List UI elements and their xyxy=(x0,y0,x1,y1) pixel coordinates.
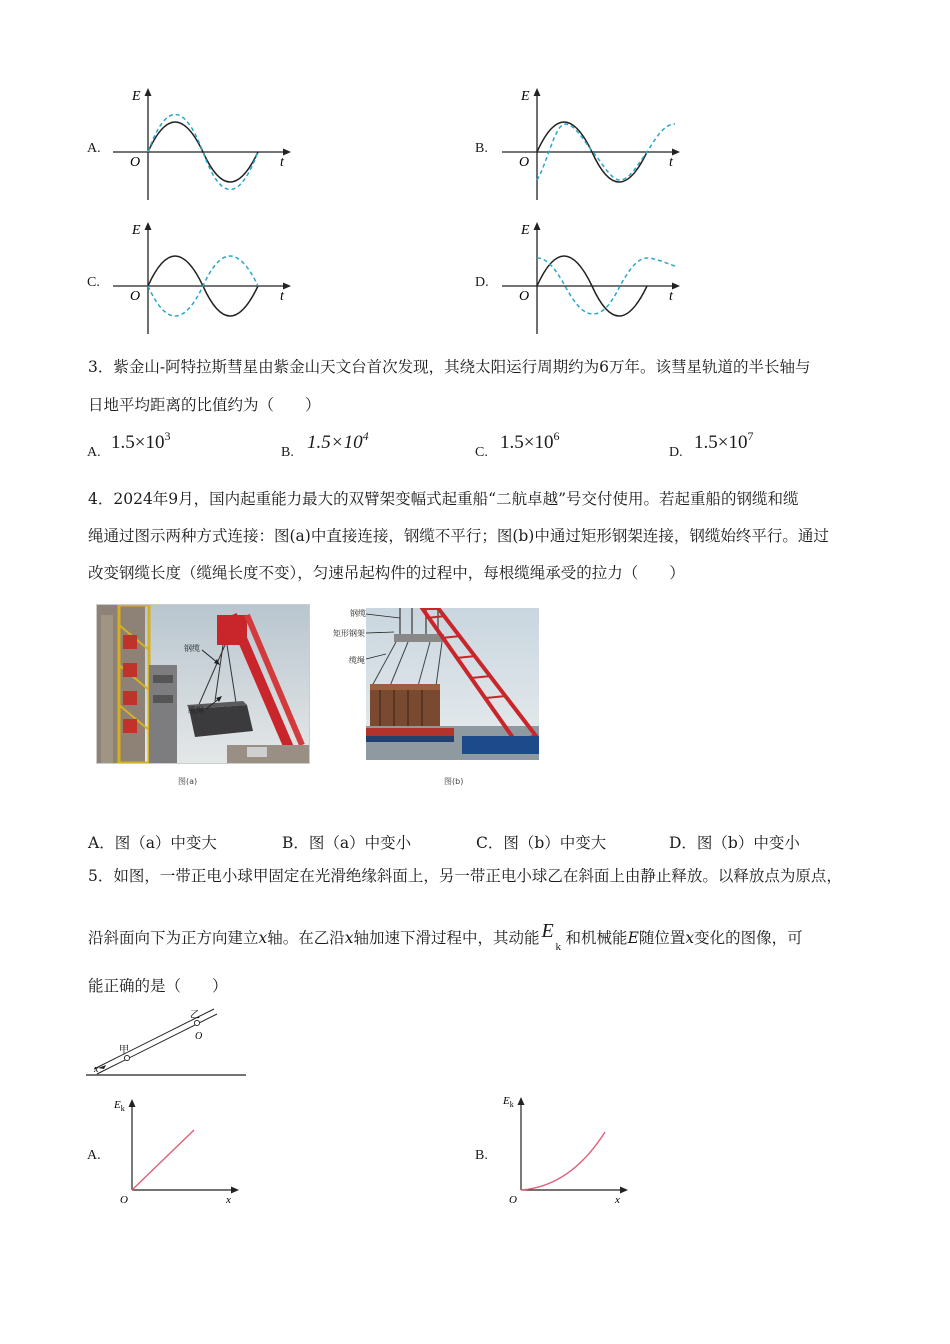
q2-option-d-label[interactable]: D. xyxy=(475,275,489,290)
q5-incline-diagram xyxy=(86,1006,251,1081)
q4-figure-b-label-pointers xyxy=(364,608,404,668)
q4-figure-b-rope-label: 缆绳 xyxy=(349,656,365,665)
ek-graph-a-x-label: x xyxy=(226,1194,231,1206)
q3-option-a-value[interactable]: $1.5\times 10^3$ xyxy=(111,429,171,453)
graph-c-e-label: E xyxy=(132,223,141,238)
q5-option-a-label[interactable]: A. xyxy=(87,1148,101,1163)
q4-stem-line3: 改变钢缆长度（缆绳长度不变），匀速吊起构件的过程中，每根缆绳承受的拉力（ ） xyxy=(88,564,685,582)
q4-figure-b-cable-label: 钢缆 xyxy=(350,609,366,618)
q3-stem-line1: 3．紫金山-阿特拉斯彗星由紫金山天文台首次发现，其绕太阳运行周期约为6万年。该彗星轨道的半长轴与 xyxy=(88,358,811,376)
q3-option-c-label[interactable]: C. xyxy=(475,445,488,460)
q4-stem-line1: 4．2024年9月，国内起重能力最大的双臂架变幅式起重船“二航卓越”号交付使用。若起重船的钢缆和缆 xyxy=(88,490,799,508)
graph-c-o-label: O xyxy=(130,289,141,304)
q4-option-c[interactable]: C．图（b）中变大 xyxy=(476,834,607,852)
q5-stem-line3: 能正确的是（ ） xyxy=(88,977,228,995)
q3-option-c-value[interactable]: $1.5\times 10^6$ xyxy=(500,429,560,453)
incline-origin-label: O xyxy=(195,1031,203,1042)
svg-text:Ek: $E_k$ xyxy=(114,1099,125,1113)
q3-option-d-label[interactable]: D. xyxy=(669,445,683,460)
incline-x-label: x xyxy=(94,1064,99,1075)
ek-symbol: E xyxy=(541,920,554,942)
graph-a-o-label: O xyxy=(130,155,141,170)
graph-b-t-label: t xyxy=(669,155,673,170)
q4-option-a[interactable]: A．图（a）中变大 xyxy=(88,834,217,852)
q4-figure-a-cable-label: 钢缆 xyxy=(184,644,200,653)
q4-figure-a-rope-arrow xyxy=(204,695,224,711)
graph-d-t-label: t xyxy=(669,289,673,304)
q4-figure-b-frame-label: 矩形钢架 xyxy=(333,629,365,638)
ek-graph-b-x-label: x xyxy=(615,1194,620,1206)
q2-option-b-label[interactable]: B. xyxy=(475,141,488,156)
q3-stem-line2: 日地平均距离的比值约为（ ） xyxy=(88,396,321,414)
graph-d-e-label: E xyxy=(521,223,530,238)
svg-text:Ek: $E_k$ xyxy=(503,1095,514,1109)
graph-b-o-label: O xyxy=(519,155,530,170)
q3-option-d-value[interactable]: $1.5\times 10^7$ xyxy=(694,429,754,453)
graph-a-t-label: t xyxy=(280,155,284,170)
ek-graph-b-y-label: E xyxy=(503,1095,510,1107)
q4-option-d[interactable]: D．图（b）中变小 xyxy=(669,834,800,852)
q4-figure-a-cable-arrow xyxy=(200,648,222,668)
ek-graph-b-curve xyxy=(521,1132,605,1190)
ek-graph-a-line xyxy=(132,1130,194,1190)
q4-figure-a-photo xyxy=(96,604,310,764)
q4-figure-b-caption: 图(b) xyxy=(444,777,464,786)
q4-option-b[interactable]: B．图（a）中变小 xyxy=(282,834,412,852)
q5-option-b-label[interactable]: B. xyxy=(475,1148,488,1163)
q5-ek-graph-a xyxy=(110,1092,245,1207)
q4-stem-line2: 绳通过图示两种方式连接：图(a)中直接连接，钢缆不平行；图(b)中通过矩形钢架连接，钢缆始终平行。通过 xyxy=(88,527,829,545)
ek-graph-a-origin: O xyxy=(120,1194,128,1206)
q5-ek-graph-b xyxy=(499,1088,634,1207)
graph-b-e-label: E xyxy=(521,89,530,104)
graph-d-o-label: O xyxy=(519,289,530,304)
q2-graph-b xyxy=(497,84,687,204)
q2-graph-d xyxy=(497,218,687,338)
q4-figure-a-caption: 图(a) xyxy=(178,777,198,786)
q3-option-b-label[interactable]: B. xyxy=(281,445,294,460)
incline-yi-label: 乙 xyxy=(190,1010,200,1021)
graph-c-t-label: t xyxy=(280,289,284,304)
ek-graph-b-origin: O xyxy=(509,1194,517,1206)
incline-jia-label: 甲 xyxy=(119,1045,129,1056)
graph-a-e-label: E xyxy=(132,89,141,104)
q2-option-a-label[interactable]: A. xyxy=(87,141,101,156)
q5-stem-line2: 沿斜面向下为正方向建立x轴。在乙沿x轴加速下滑过程中，其动能 E k 和机械能E随位置x变化的图像，可 xyxy=(88,920,803,953)
q4-figure-a-rope-label: 缆绳 xyxy=(188,706,204,715)
q5-stem-line1: 5．如图，一带正电小球甲固定在光滑绝缘斜面上，另一带正电小球乙在斜面上由静止释放。以释放点为原点， xyxy=(88,867,842,885)
q3-option-a-label[interactable]: A. xyxy=(87,445,101,460)
q2-option-c-label[interactable]: C. xyxy=(87,275,100,290)
ek-graph-a-y-label: E xyxy=(114,1099,121,1111)
q2-graph-a xyxy=(108,84,298,204)
q3-option-b-value[interactable]: $1.5\times 10^4$ xyxy=(307,429,369,453)
q2-graph-c xyxy=(108,218,298,338)
